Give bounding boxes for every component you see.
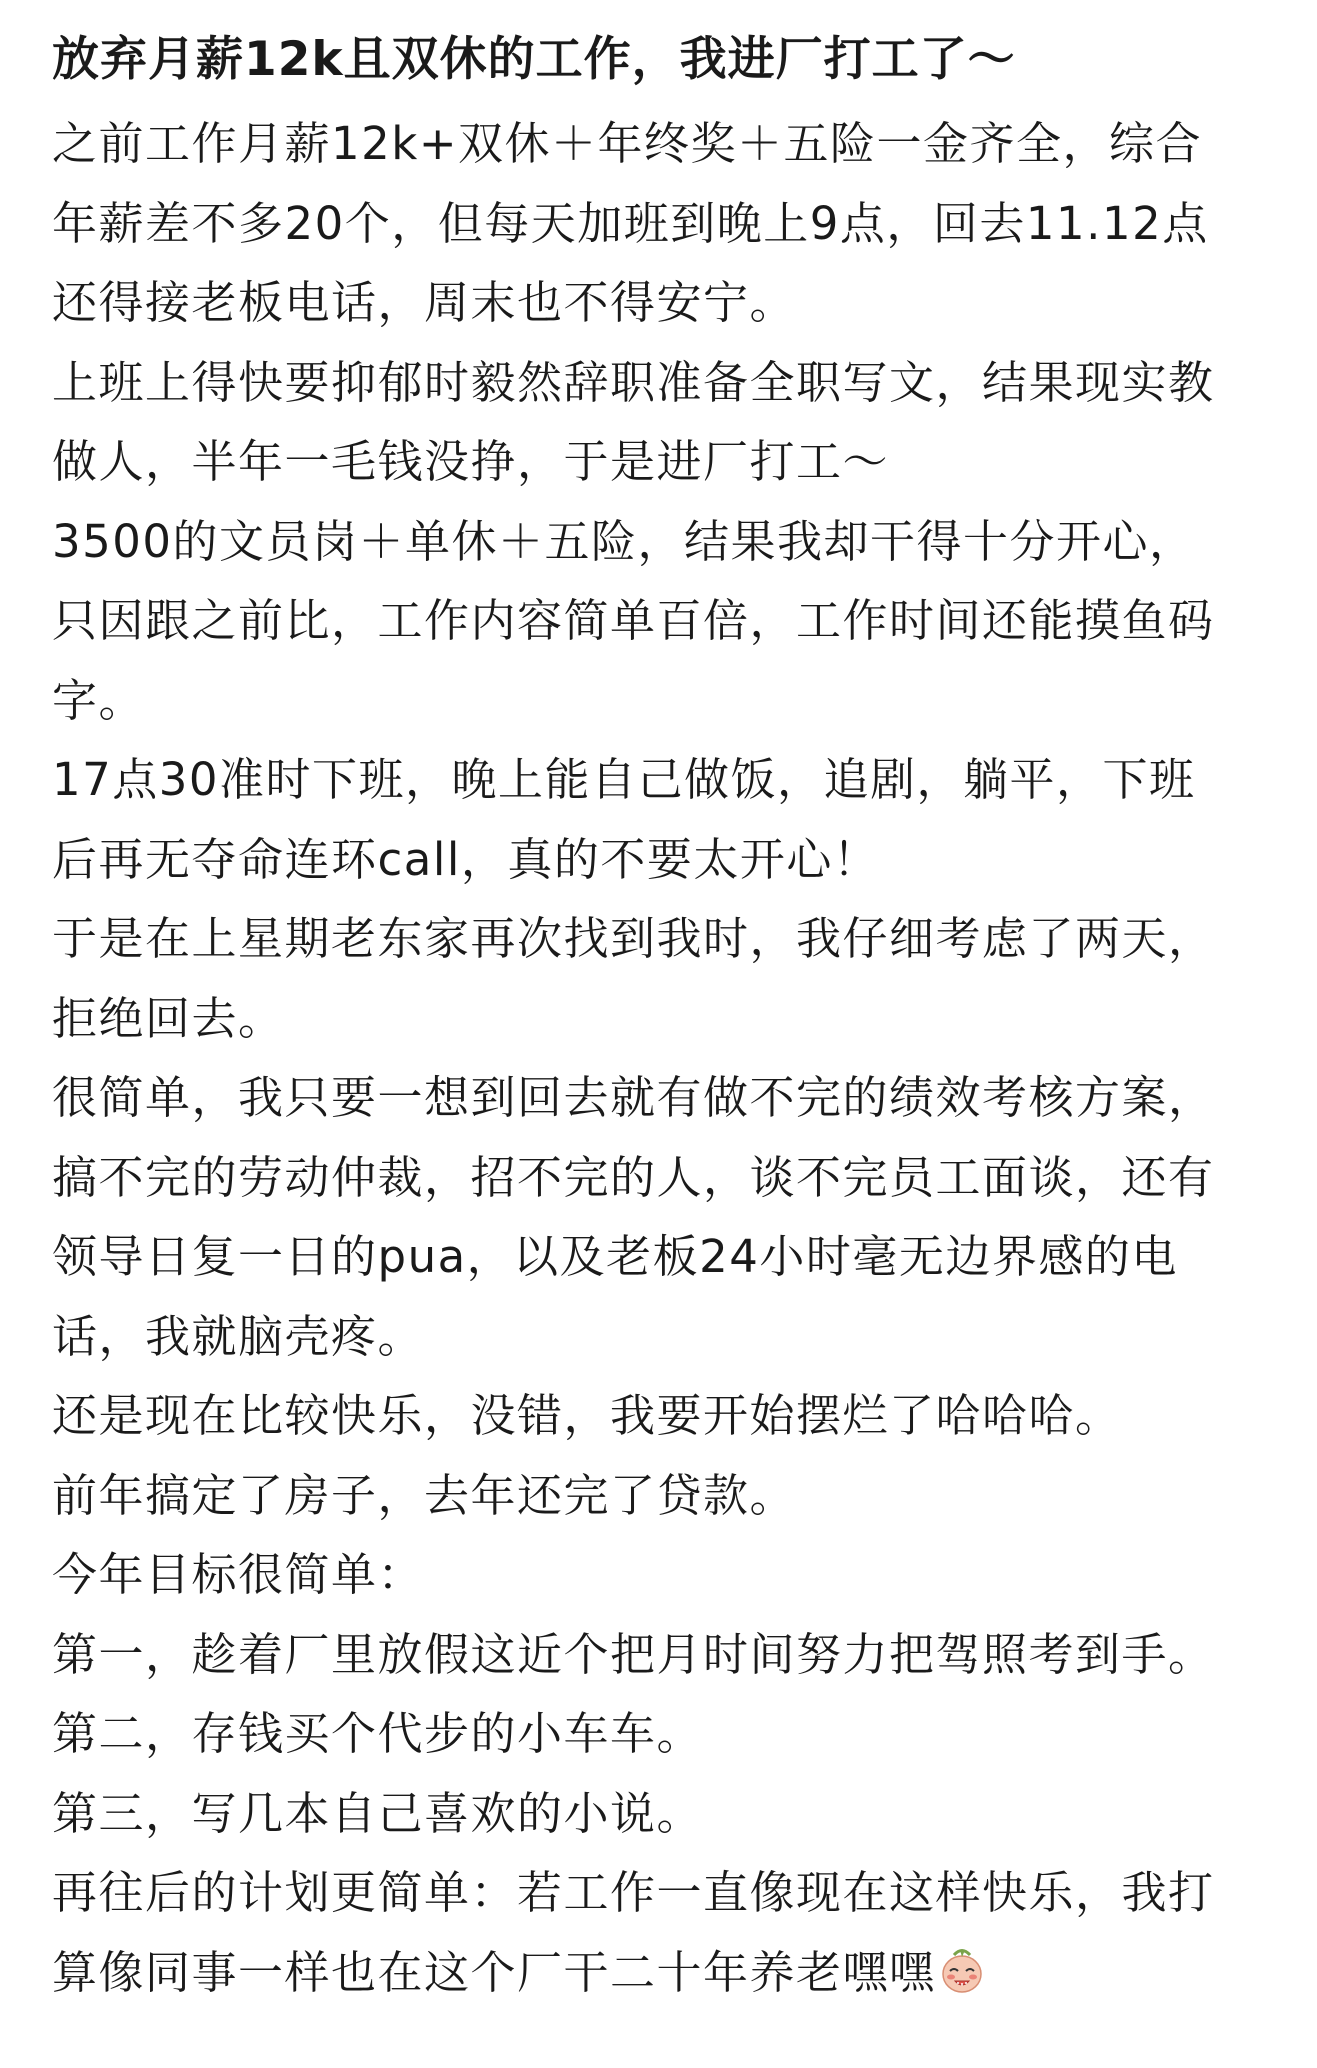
body-line: 领导日复一日的pua，以及老板24小时毫无边界感的电: [52, 1230, 1178, 1283]
body-line: 第三，写几本自己喜欢的小说。: [52, 1786, 704, 1840]
body-line: 只因跟之前比，工作内容简单百倍，工作时间还能摸鱼码: [52, 594, 1215, 647]
body-line: 上班上得快要抑郁时毅然辞职准备全职写文，结果现实教: [52, 355, 1215, 409]
body-line: 第二，存钱买个代步的小车车。: [52, 1707, 704, 1760]
body-line: 之前工作月薪12k+双休＋年终奖＋五险一金齐全，综合: [52, 117, 1203, 170]
body-line: 17点30准时下班，晚上能自己做饭，追剧，躺平，下班: [52, 753, 1196, 806]
body-line: 拒绝回去。: [52, 991, 285, 1045]
doge-face-emoji-icon: [940, 1939, 984, 1987]
body-line-last: [52, 1933, 1274, 2013]
body-line: 年薪差不多20个，但每天加班到晚上9点，回去11.12点: [52, 196, 1209, 250]
body-line: 做人，半年一毛钱没挣，于是进厂打工～: [52, 435, 890, 488]
body-line: 话，我就脑壳疼。: [52, 1309, 425, 1363]
body-line: 再往后的计划更简单：若工作一直像现在这样快乐，我打: [52, 1866, 1215, 1919]
body-line: 还得接老板电话，周末也不得安宁。: [52, 276, 797, 329]
post: [52, 28, 1274, 2012]
body-line: 于是在上星期老东家再次找到我时，我仔细考虑了两天，: [52, 912, 1215, 965]
post-title: 放弃月薪12k且双休的工作，我进厂打工了～: [52, 32, 1016, 87]
body-line: 字。: [52, 673, 146, 727]
body-line: 搞不完的劳动仲裁，招不完的人，谈不完员工面谈，还有: [52, 1150, 1215, 1204]
body-line: 后再无夺命连环call，真的不要太开心！: [52, 832, 880, 886]
body-line: 今年目标很简单：: [52, 1548, 425, 1601]
body-line: 前年搞定了房子，去年还完了贷款。: [52, 1468, 797, 1522]
body-line: 很简单，我只要一想到回去就有做不完的绩效考核方案，: [52, 1071, 1215, 1124]
body-line-last-text: 算像同事一样也在这个厂干二十年养老嘿嘿: [52, 1945, 936, 1999]
post-body: [52, 104, 1274, 2012]
body-line: 还是现在比较快乐，没错，我要开始摆烂了哈哈哈。: [52, 1389, 1122, 1442]
body-line: 3500的文员岗＋单休＋五险，结果我却干得十分开心，: [52, 514, 1196, 568]
body-line: 第一，趁着厂里放假这近个把月时间努力把驾照考到手。: [52, 1627, 1215, 1681]
